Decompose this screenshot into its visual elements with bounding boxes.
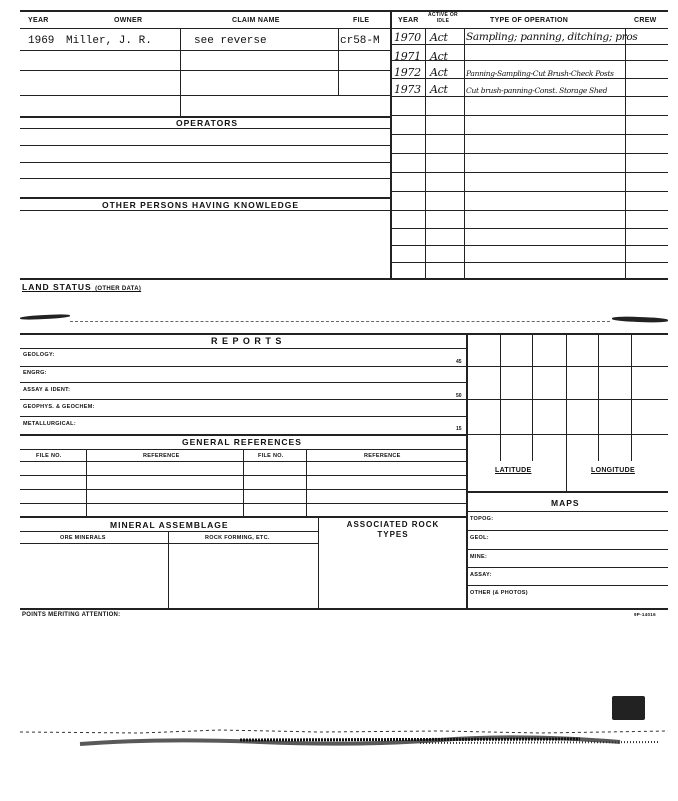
maps-line: [466, 567, 668, 568]
claim-name: see reverse: [194, 35, 267, 47]
map-assay: ASSAY:: [470, 572, 492, 578]
op-type: Cut brush-panning-Const. Storage Shed: [466, 86, 608, 95]
top-border: [20, 10, 668, 12]
report-line: [20, 382, 466, 383]
refs-row-line: [20, 503, 466, 504]
ink-blot: [612, 696, 645, 720]
op-row-line: [390, 134, 668, 135]
op-row-line: [390, 228, 668, 229]
report-line: [20, 416, 466, 417]
land-status-sub: (OTHER DATA): [95, 286, 142, 292]
reports-top: [20, 333, 668, 335]
mineral-assemblage-heading: MINERAL ASSEMBLAGE: [110, 520, 229, 530]
op-status: Act: [430, 50, 448, 63]
land-status-label: LAND STATUS: [22, 282, 92, 292]
op-status: Act: [430, 66, 448, 79]
report-geology: GEOLOGY:: [23, 352, 55, 358]
row-line: [20, 95, 390, 96]
maps-top: [466, 491, 668, 493]
top-table-bottom: [20, 278, 668, 280]
maps-line: [466, 585, 668, 586]
torn-edge: [70, 321, 610, 322]
row-line: [20, 70, 390, 71]
op-row-line: [390, 96, 668, 97]
operators-heading: OPERATORS: [176, 118, 239, 128]
op-row-line: [390, 210, 668, 211]
report-assay: ASSAY & IDENT:: [23, 387, 71, 393]
ink-smudge: [20, 314, 70, 321]
operators-underline: [20, 128, 390, 129]
op-row-line: [390, 191, 668, 192]
refs-col-divider: [243, 449, 244, 516]
refs-col-divider: [306, 449, 307, 516]
associated-rock-types-heading: ASSOCIATED ROCK TYPES: [346, 520, 440, 539]
mineral-heading-line: [20, 531, 318, 532]
ref-header-file-no: FILE NO.: [36, 453, 62, 459]
report-line: [20, 399, 466, 400]
header-year-2: YEAR: [398, 17, 419, 24]
coord-grid-line: [598, 333, 599, 461]
divider-main: [390, 10, 392, 278]
op-type: Sampling; panning, ditching; pros: [466, 31, 638, 43]
row-line: [20, 197, 390, 199]
coord-grid-line: [566, 333, 567, 461]
maps-line: [466, 530, 668, 531]
refs-row-line: [20, 475, 466, 476]
report-engrg: ENGRG:: [23, 370, 47, 376]
form-number: 9P-14016: [634, 612, 656, 617]
reports-heading: R E P O R T S: [211, 336, 283, 346]
refs-col-divider: [86, 449, 87, 516]
op-row-line: [390, 153, 668, 154]
other-persons-heading: OTHER PERSONS HAVING KNOWLEDGE: [102, 200, 300, 210]
op-row-line: [390, 172, 668, 173]
mineral-header-line: [20, 543, 318, 544]
maps-heading: MAPS: [551, 498, 580, 508]
general-references-heading: GENERAL REFERENCES: [182, 437, 302, 447]
report-line: [20, 366, 466, 367]
report-num: 50: [456, 393, 462, 399]
ref-header-file-no-2: FILE NO.: [258, 453, 284, 459]
row-line: [20, 178, 390, 179]
op-year: 1970: [394, 31, 421, 44]
coord-grid-line: [500, 333, 501, 461]
op-type: Panning-Sampling-Cut Brush-Check Posts: [466, 69, 614, 78]
report-num: 45: [456, 359, 462, 365]
scan-noise-band: [20, 720, 668, 750]
op-row-line: [390, 44, 668, 45]
op-row-line: [390, 115, 668, 116]
ink-smudge: [612, 316, 668, 323]
reports-heading-line: [20, 348, 466, 349]
header-claim-name: CLAIM NAME: [232, 17, 280, 24]
refs-bottom: [20, 516, 466, 518]
refs-row-line: [20, 489, 466, 490]
coord-divider: [566, 461, 567, 491]
op-status: Act: [430, 31, 448, 44]
ore-minerals-header: ORE MINERALS: [60, 535, 106, 541]
maps-heading-line: [466, 511, 668, 512]
report-metallurgical: METALLURGICAL:: [23, 421, 76, 427]
report-line: [20, 434, 466, 436]
header-underline: [20, 28, 668, 29]
header-file: FILE: [353, 17, 370, 24]
mineral-bottom: [20, 608, 668, 610]
land-status-heading: [22, 282, 141, 292]
row-line: [20, 50, 390, 51]
report-geophys: GEOPHYS. & GEOCHEM:: [23, 404, 95, 410]
op-row-line: [390, 245, 668, 246]
row-line: [20, 145, 390, 146]
coord-grid-line: [631, 333, 632, 461]
coord-grid-line-h: [466, 399, 668, 400]
op-year: 1972: [394, 66, 421, 79]
header-owner: OWNER: [114, 17, 143, 24]
header-type-of-operation: TYPE OF OPERATION: [490, 17, 569, 24]
rock-forming-header: ROCK FORMING, ETC.: [205, 535, 270, 541]
ref-header-reference-2: REFERENCE: [364, 453, 401, 459]
coord-grid-line-h: [466, 434, 668, 435]
map-geol: GEOL:: [470, 535, 489, 541]
ref-header-reference: REFERENCE: [143, 453, 180, 459]
op-year: 1971: [394, 50, 421, 63]
divider-claim-file: [338, 28, 339, 96]
latitude-label: LATITUDE: [495, 467, 532, 474]
report-num: 15: [456, 426, 462, 432]
map-topog: TOPOG:: [470, 516, 494, 522]
coord-grid-line: [532, 333, 533, 461]
op-year: 1973: [394, 83, 421, 96]
map-mine: MINE:: [470, 554, 488, 560]
header-year: YEAR: [28, 17, 49, 24]
longitude-label: LONGITUDE: [591, 467, 635, 474]
file-number: cr58-M: [340, 35, 380, 47]
op-status: Act: [430, 83, 448, 96]
owner-year: 1969: [28, 35, 55, 47]
coord-grid-line-h: [466, 366, 668, 367]
mineral-divider: [318, 516, 319, 608]
points-meriting-attention: POINTS MERITING ATTENTION:: [22, 612, 121, 618]
maps-line: [466, 549, 668, 550]
divider-owner-claim: [180, 28, 181, 116]
owner-name: Miller, J. R.: [66, 35, 152, 47]
op-row-line: [390, 262, 668, 263]
header-crew: CREW: [634, 17, 657, 24]
map-other-photos: OTHER (& PHOTOS): [470, 590, 528, 596]
other-persons-underline: [20, 210, 390, 211]
header-active-or-idle: ACTIVE OR IDLE: [428, 12, 458, 24]
row-line: [20, 162, 390, 163]
